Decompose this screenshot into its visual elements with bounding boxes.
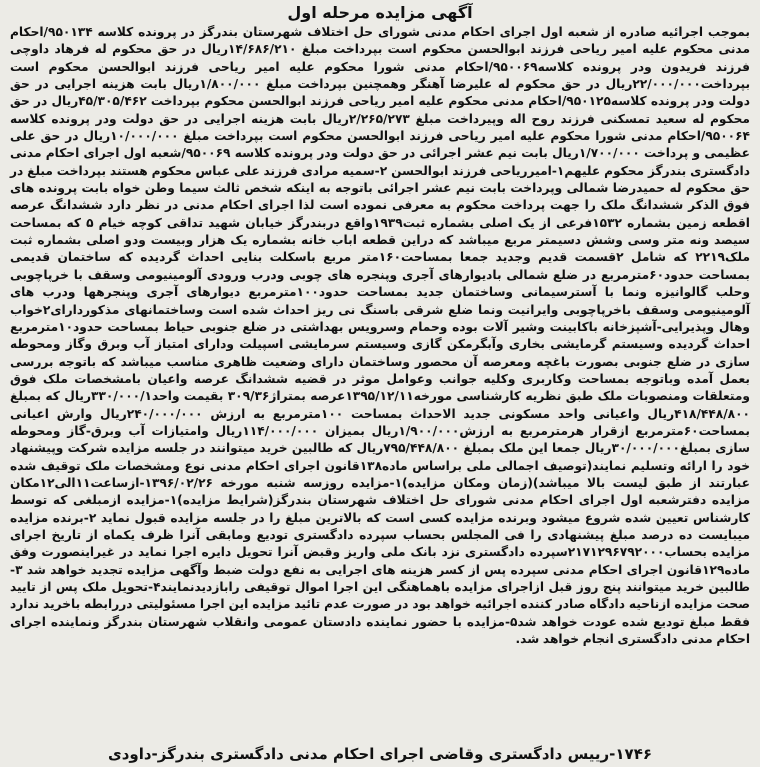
notice-body: بموجب اجرائیه صادره از شعبه اول اجرای احکام مدنی شورای حل اختلاف شهرستان بندرگز در پرونده کلاسه ۹۵۰۱۳۴/احکام مدنی محکوم علیه امیر ریاحی فرزند ابوالحسن محکوم است بپرداخت مبلغ ۱۴/۶۸۶/۲۱۰ریال در حق محکوم له فرهاد داوچی فرزند فریدون ودر پرونده کلاسه۹۵۰۰۶۹/احکام مدنی شورا محکوم علیه امیر ریاحی فرزند ابوالحسن محکوم است بپرداخت۲۲/۰۰۰/۰۰۰ریال در حق محکوم له علیرضا آهنگر وهمچنین بپرداخت مبلغ ۱/۸۰۰/۰۰۰ریال بابت هزینه اجرایی در حق دولت ودر پرونده کلاسه۹۵۰۱۲۵/احکام مدنی محکوم علیه امیر ریاحی فرزند ابوالحسن محکوم بپرداخت ۴۵/۳۰۵/۴۶۲ریال در حق محکوم له سعید تمسکنی فرزند روح اله وپیرداخت مبلغ ۲/۲۶۵/۲۷۳ریال بابت هزینه اجرایی در حق دولت ودر پرونده کلاسه ۹۵۰۰۶۴/احکام مدنی شورا محکوم علیه امیر ریاحی فرزند ابوالحسن محکوم است بپرداخت مبلغ ۱۰/۰۰۰/۰۰۰ریال در حق علی عظیمی و پرداخت ۱/۷۰۰/۰۰۰ریال بابت نیم عشر اجرائی در حق دولت ودر پرونده کلاسه ۹۵۰۰۶۹/شعبه اول اجرای احکام مدنی دادگستری بندرگز محکوم علیهم۱-امیرریاحی فرزند ابوالحسن ۲-سمیه مرادی فرزند علی عباس محکوم هستند بپرداخت مبلغ در حق محکوم له حمیدرضا شمالی وپرداخت بابت نیم عشر اجرائی باتوجه به اینکه شخص ثالث سیما وطن خواه بابت پرونده های فوق الذکر ششدانگ ملک را جهت پرداخت محکوم به معرفی نموده است لذا اجرای احکام مدنی در نظر دارد ششدانگ عرصه اقطعه زمین بشماره ۱۵۳۲فرعی از یک اصلی بشماره ثبت۱۹۳۹واقع دربندرگز خیابان شهید تداقی کوچه خیام ۵ که بمساحت سیصد ونه متر وسی وشش دسیمتر مربع میباشد که دراین قطعه اباب خانه بشماره یک هزار وبیست ودو اصلی بشماره ثبت ملک۲۲۱۹ که شامل ۲قسمت قدیم وجدید جمعا بمساحت۱۶۰متر مربع باسکلت بنایی احداث گردیده که ساختمان قدیمی بمساحت حدود۶۰مترمربع در ضلع شمالی بادیوارهای آجری وپنجره های چوبی ودرب ورودی آلومینیومی وسقف با خرپاچوبی وحلب گالوانیزه ونما با آسترسیمانی وساختمان جدید بمساحت حدود۱۰۰مترمربع دیوارهای آجری وپنجرهها ودرب های آلومینیومی وسقف باخرپاچوبی وایرانیت ونما ضلع شرقی باسنگ نی ریز احداث شده است وساختمانهای مذکوردارای۲خواب وهال وپذیرایی-آشپزخانه باکابینت وشیر آلات بوده وحمام وسرویس بهداشتی در ضلع جنوبی حیاط بمساحت حدود۱۰مترمربع احداث گردیده وسیستم گرمایشی بخاری وآبگرمکن گازی وسیستم سرمایشی اسپیلت ودارای امتیاز آب وبرق وگاز ومحوطه سازی در ضلع جنوبی بصورت باغچه ومعرصه آن محصور وساختمان دارای وضعیت ظاهری مناسب میباشد که باتوجه بررسی بعمل آمده وباتوجه بمساحت وکاربری وکلیه جوانب وعوامل موثر در قضیه ششدانگ عرصه واعیان بامشخصات ملک فوق ومتعلقات ومنصوبات ملک طبق نظریه کارشناسی مورخه۱۳۹۵/۱۲/۱۱عرصه بمتراژ۳۰۹/۳۶ بقیمت واحد۳۳۰/۰۰۰/۱ریال که بمبلغ ۴۱۸/۴۴۸/۸۰۰ریال واعیانی واحد مسکونی جدید الاحداث بمساحت ۱۰۰مترمربع به ارزش ۲۴۰/۰۰۰/۰۰۰ریال وارش اعیانی بمساحت۶۰مترمربع ازقرار هرمترمربع به ارزش۱/۹۰۰/۰۰۰ریال بمیزان ۱۱۴/۰۰۰/۰۰۰ریال وامتیازات آب وبرق-گاز ومحوطه سازی بمبلغ۳۰/۰۰۰/۰۰۰ریال جمعا این ملک بمبلغ ۷۹۵/۴۴۸/۸۰۰ریال که طالبین خرید میتوانند در جلسه مزایده شرکت وپیشنهاد خود را ارائه وتسلیم نمایند(توصیف اجمالی ملی براساس ماده۱۳۸قانون اجرای احکام مدنی نوع ومشخصات ملک توقیف شده عبارتند از طبق لیست بالا میباشد)(زمان ومکان مزایده)۱-مزایده روزسه شنبه مورخه ۱۳۹۶/۰۲/۲۶-ازساعت۱۱الی۱۲مکان مزایده دفترشعبه اول اجرای احکام مدنی شورای حل اختلاف شهرستان بندرگز(شرایط مزایده)۱-مزایده ازمبلغی که توسط کارشناس تعیین شده شروع میشود وبرنده مزایده کسی است که بالاترین مبلغ را در جلسه مزایده قبول نماید ۲-برنده مزایده میبایست ده درصد مبلغ پیشنهادی را فی المجلس بحساب سپرده دادگستری تودیع ومابقی آنرا ظرف یکماه از تاریخ اجرای مزایده بحساب۲۱۷۱۲۹۶۷۹۲۰۰۰سپرده دادگستری نزد بانک ملی واریز وقبض آنرا تحویل دایره اجرا نماید در غیراینصورت وفق ماده۱۲۹قانون اجرای احکام مدنی سپرده پس از کسر هزینه های اجرایی به نفع دولت ضبط وآگهی مزایده تجدید خواهد شد ۳-طالبین خرید میتوانند پنج روز قبل ازاجرای مزایده باهماهنگی این اجرا اموال توقیفی رابازدیدنمایند۴-تحویل ملک پس از تایید صحت مزایده ازناحیه دادگاه صادر کننده اجرائیه خواهد بود در صورت عدم تائید مزایده این اجرا مسئولیتی دررابطه باخرید ندارد فقط مبلغ تودیع شده عودت خواهد شد۵-مزایده با حضور نماینده دادستان عمومی وانقلاب شهرستان بندرگز ونماینده اجرای احکام مدنی دادگستری انجام خواهد شد. <box>10 25 751 647</box>
notice-title: آگهی مزایده مرحله اول <box>287 3 473 22</box>
notice-footer: ۱۷۴۶-رییس دادگستری وقاضی اجرای احکام مدنی دادگستری بندرگز-داودی <box>107 745 653 763</box>
